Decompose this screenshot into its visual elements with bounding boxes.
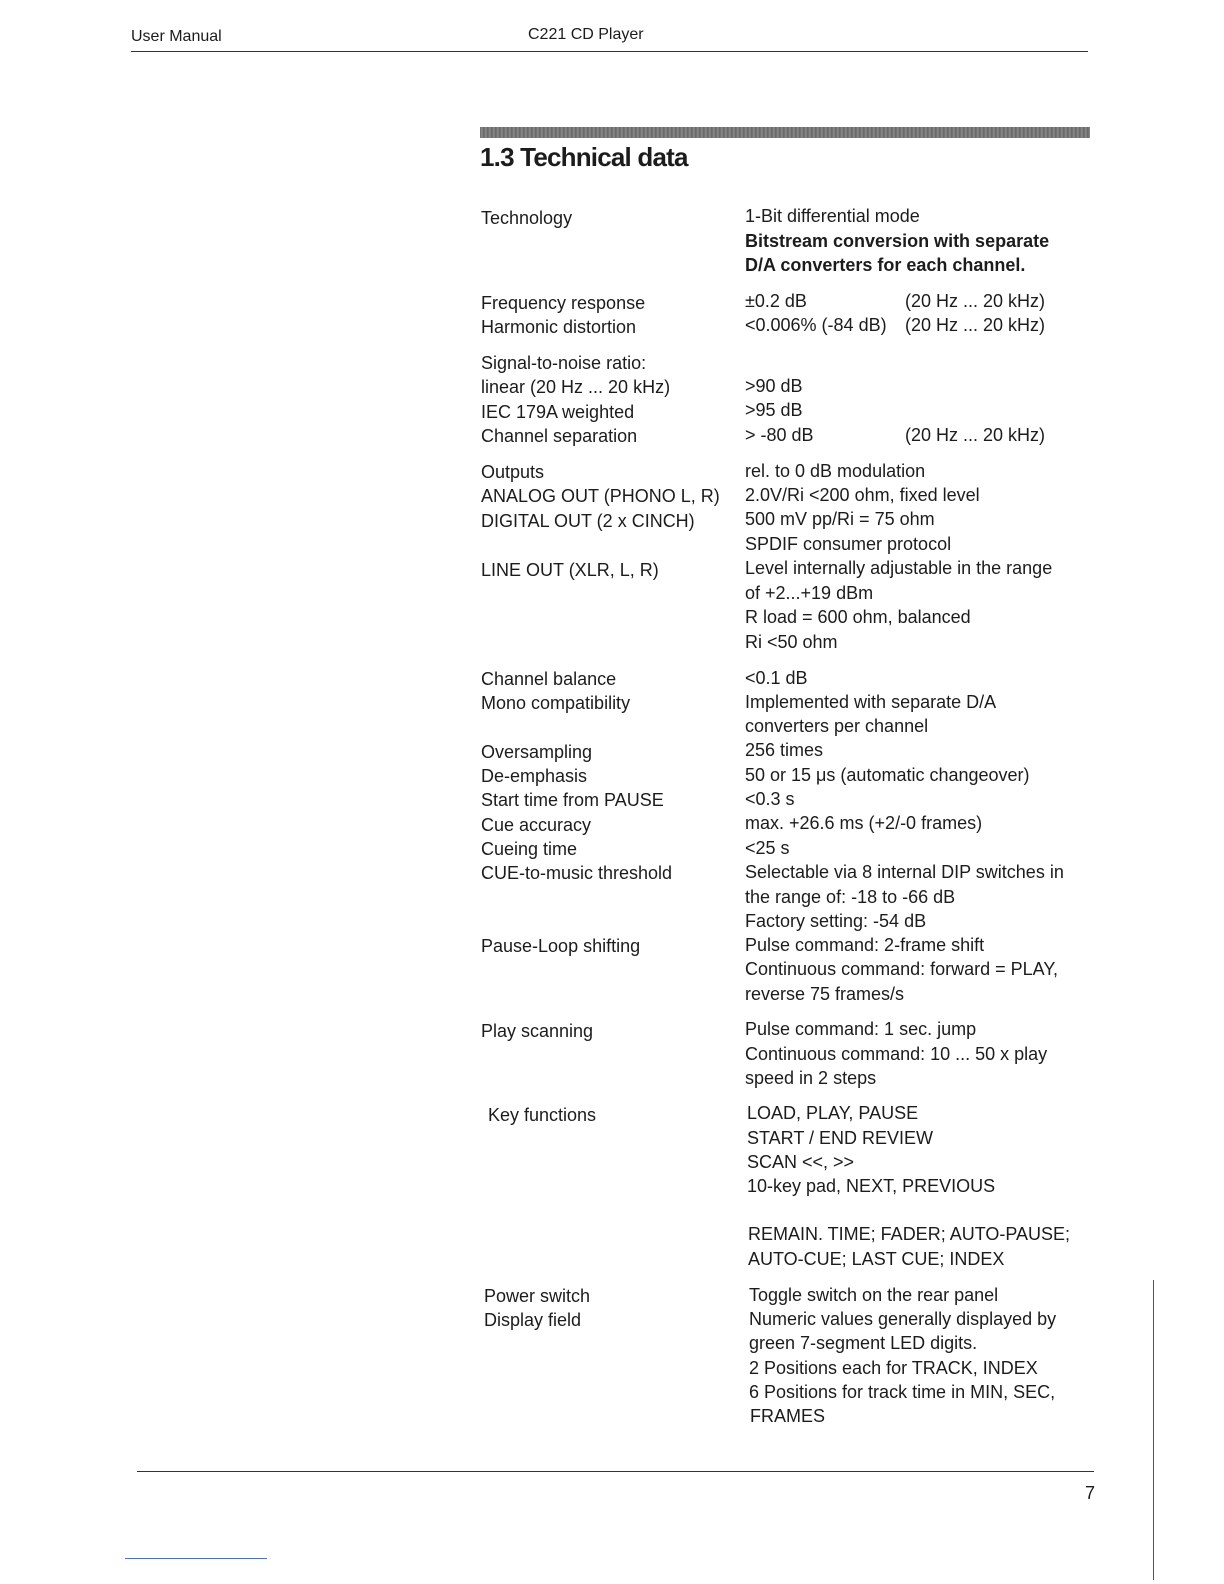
spec-value-key-functions-1: LOAD, PLAY, PAUSE: [747, 1103, 919, 1123]
spec-label-balance: Channel balance: [481, 669, 617, 689]
spec-range-frequency: (20 Hz ... 20 kHz): [905, 291, 1046, 311]
section-bar: [480, 127, 1090, 138]
spec-label-cue-accuracy: Cue accuracy: [481, 815, 592, 835]
scan-edge-line: [1153, 1280, 1154, 1580]
spec-value-display-field-3: 2 Positions each for TRACK, INDEX: [749, 1358, 1038, 1378]
spec-label-snr: Signal-to-noise ratio:: [481, 353, 647, 373]
section-title: 1.3 Technical data: [480, 142, 688, 172]
footer-rule: [137, 1471, 1094, 1472]
spec-value-threshold-1: Selectable via 8 internal DIP switches in: [745, 862, 1064, 882]
spec-value-technology-1: 1-Bit differential mode: [745, 206, 920, 226]
spec-value-separation: > -80 dB: [745, 425, 814, 445]
spec-value-line-out-2: of +2...+19 dBm: [745, 583, 874, 603]
spec-value-display-field-4: 6 Positions for track time in MIN, SEC,: [749, 1382, 1056, 1402]
spec-label-frequency: Frequency response: [481, 293, 646, 313]
spec-value-line-out-3: R load = 600 ohm, balanced: [745, 607, 971, 627]
spec-label-outputs: Outputs: [481, 462, 545, 482]
spec-value-play-scanning-3: speed in 2 steps: [745, 1068, 877, 1088]
spec-label-power-switch: Power switch: [484, 1286, 591, 1306]
page-number: 7: [1085, 1483, 1096, 1503]
spec-value-display-field-5: FRAMES: [750, 1406, 826, 1426]
spec-value-play-scanning-2: Continuous command: 10 ... 50 x play: [745, 1044, 1048, 1064]
spec-label-mono: Mono compatibility: [481, 693, 631, 713]
spec-range-separation: (20 Hz ... 20 kHz): [905, 425, 1046, 445]
spec-value-play-scanning-1: Pulse command: 1 sec. jump: [745, 1019, 977, 1039]
spec-value-pause-loop-1: Pulse command: 2-frame shift: [745, 935, 985, 955]
spec-value-power-switch: Toggle switch on the rear panel: [749, 1285, 999, 1305]
spec-value-threshold-3: Factory setting: -54 dB: [745, 911, 927, 931]
spec-value-line-out-1: Level internally adjustable in the range: [745, 558, 1053, 578]
spec-value-digital-out-2: SPDIF consumer protocol: [745, 534, 952, 554]
spec-label-line-out: LINE OUT (XLR, L, R): [481, 560, 659, 580]
spec-value-outputs: rel. to 0 dB modulation: [745, 461, 926, 481]
spec-value-cueing-time: <25 s: [745, 838, 790, 858]
spec-label-display-field: Display field: [484, 1310, 582, 1330]
spec-label-iec: IEC 179A weighted: [481, 402, 635, 422]
spec-label-threshold: CUE-to-music threshold: [481, 863, 673, 883]
spec-label-analog-out: ANALOG OUT (PHONO L, R): [481, 486, 720, 506]
spec-value-frequency: ±0.2 dB: [745, 291, 807, 311]
spec-range-distortion: (20 Hz ... 20 kHz): [905, 315, 1046, 335]
spec-label-separation: Channel separation: [481, 426, 638, 446]
spec-label-digital-out: DIGITAL OUT (2 x CINCH): [481, 511, 695, 531]
spec-value-deemphasis: 50 or 15 μs (automatic changeover): [745, 765, 1030, 785]
spec-value-pause-loop-3: reverse 75 frames/s: [745, 984, 905, 1004]
spec-value-threshold-2: the range of: -18 to -66 dB: [745, 887, 956, 907]
spec-value-iec: >95 dB: [745, 400, 803, 420]
spec-label-deemphasis: De-emphasis: [481, 766, 588, 786]
spec-label-play-scanning: Play scanning: [481, 1021, 594, 1041]
spec-value-technology-2: Bitstream conversion with separate: [745, 231, 1050, 251]
spec-value-digital-out-1: 500 mV pp/Ri = 75 ohm: [745, 509, 935, 529]
spec-value-distortion: <0.006% (-84 dB): [745, 315, 887, 335]
spec-value-line-out-4: Ri <50 ohm: [745, 632, 838, 652]
spec-value-balance: <0.1 dB: [745, 668, 808, 688]
spec-value-key-functions-3: SCAN <<, >>: [747, 1152, 855, 1172]
spec-label-linear: linear (20 Hz ... 20 kHz): [481, 377, 671, 397]
spec-value-key-functions-5: REMAIN. TIME; FADER; AUTO-PAUSE;: [748, 1224, 1071, 1244]
header-rule: [131, 51, 1088, 52]
header-center: C221 CD Player: [528, 26, 644, 43]
spec-value-cue-accuracy: max. +26.6 ms (+2/-0 frames): [745, 813, 983, 833]
spec-label-distortion: Harmonic distortion: [481, 317, 637, 337]
spec-label-pause-loop: Pause-Loop shifting: [481, 936, 641, 956]
spec-value-display-field-1: Numeric values generally displayed by: [749, 1309, 1057, 1329]
spec-value-start-time: <0.3 s: [745, 789, 795, 809]
header-left: User Manual: [131, 28, 222, 45]
spec-value-mono-2: converters per channel: [745, 716, 929, 736]
spec-value-analog-out: 2.0V/Ri <200 ohm, fixed level: [745, 485, 980, 505]
spec-label-oversampling: Oversampling: [481, 742, 593, 762]
spec-label-cueing-time: Cueing time: [481, 839, 578, 859]
spec-value-linear: >90 dB: [745, 376, 803, 396]
spec-value-key-functions-2: START / END REVIEW: [747, 1128, 934, 1148]
spec-label-start-time: Start time from PAUSE: [481, 790, 664, 810]
spec-label-technology: Technology: [481, 208, 573, 228]
scan-bottom-line: [125, 1558, 267, 1559]
spec-value-display-field-2: green 7-segment LED digits.: [749, 1333, 978, 1353]
spec-value-technology-3: D/A converters for each channel.: [745, 255, 1026, 275]
spec-value-mono-1: Implemented with separate D/A: [745, 692, 997, 712]
spec-value-key-functions-6: AUTO-CUE; LAST CUE; INDEX: [748, 1249, 1005, 1269]
spec-value-pause-loop-2: Continuous command: forward = PLAY,: [745, 959, 1059, 979]
spec-label-key-functions: Key functions: [488, 1105, 597, 1125]
spec-value-oversampling: 256 times: [745, 740, 824, 760]
spec-value-key-functions-4: 10-key pad, NEXT, PREVIOUS: [747, 1176, 996, 1196]
